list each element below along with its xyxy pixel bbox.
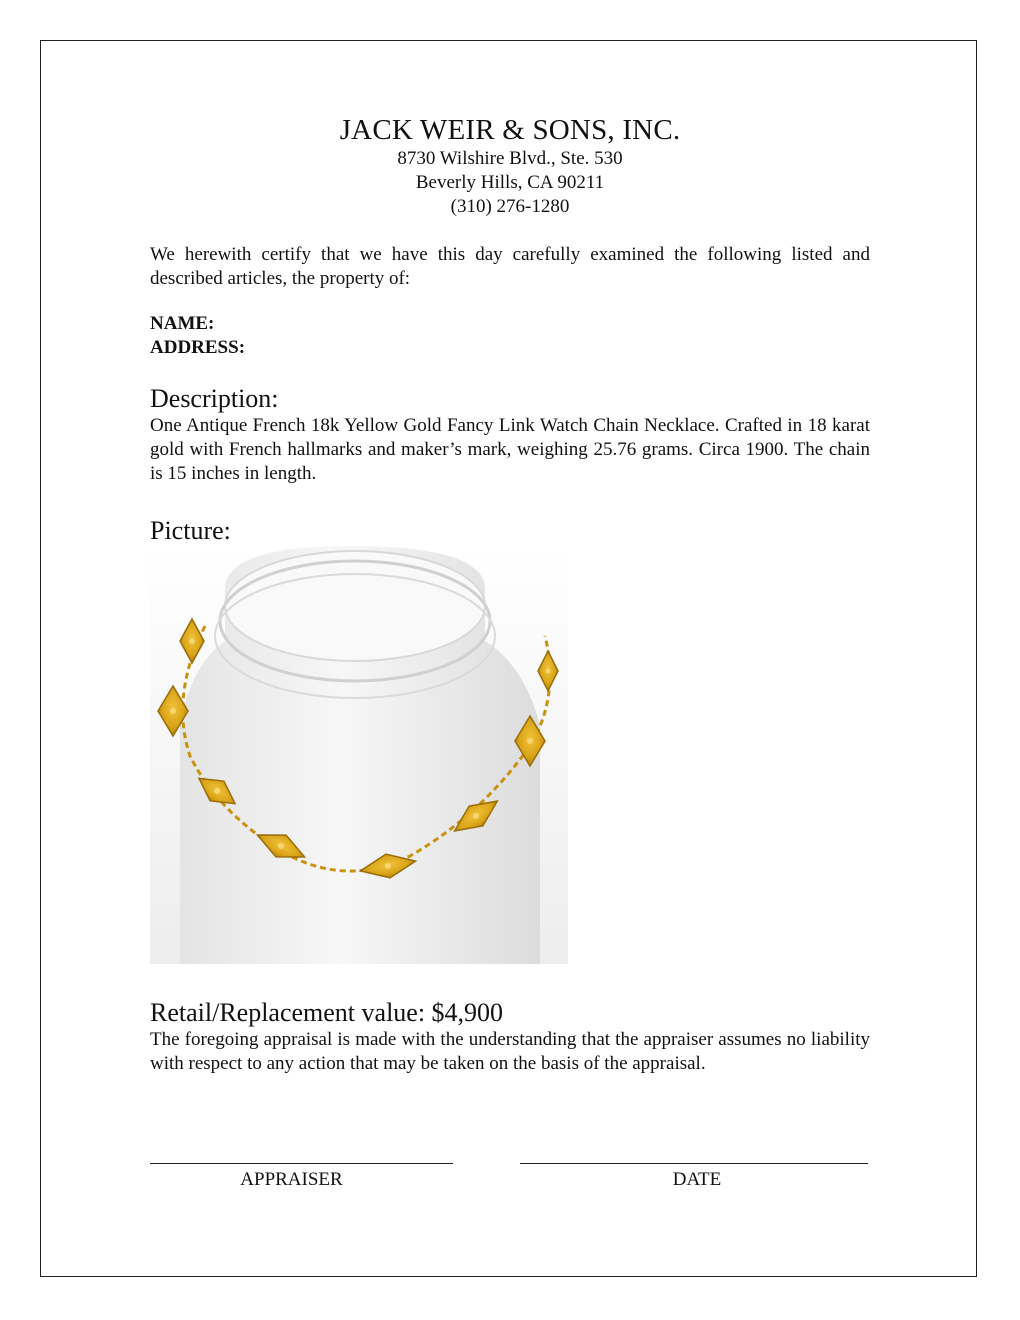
necklace-photo-icon: [150, 546, 568, 964]
picture-heading: Picture:: [150, 516, 231, 545]
replacement-value-heading: Retail/Replacement value: $4,900: [150, 998, 504, 1027]
owner-name-label: NAME:: [150, 313, 215, 334]
appraiser-label: APPRAISER: [240, 1169, 343, 1190]
company-address-line1: 8730 Wilshire Blvd., Ste. 530: [397, 148, 623, 169]
certification-text: We herewith certify that we have this day carefully examined the following listed and described articles, the property of:: [150, 244, 870, 289]
company-name: JACK WEIR & SONS, INC.: [339, 114, 681, 146]
necklace-photo: [150, 546, 568, 964]
description-heading: Description:: [150, 384, 279, 413]
date-signature-line: [520, 1163, 868, 1164]
company-address-line2: Beverly Hills, CA 90211: [415, 172, 605, 193]
owner-address-label: ADDRESS:: [150, 337, 246, 358]
date-label: DATE: [672, 1169, 722, 1190]
description-text: One Antique French 18k Yellow Gold Fancy Link Watch Chain Necklace. Crafted in 18 karat gold with French hallmarks and maker’s mark, weighing 25.76 grams. Circa 1900. The chain is 15 inches in length.: [150, 415, 870, 484]
company-phone: (310) 276-1280: [450, 196, 570, 217]
disclaimer-text: The foregoing appraisal is made with the understanding that the appraiser assumes no liability with respect to any action that may be taken on the basis of the appraisal.: [150, 1029, 870, 1074]
appraiser-signature-line: [150, 1163, 453, 1164]
